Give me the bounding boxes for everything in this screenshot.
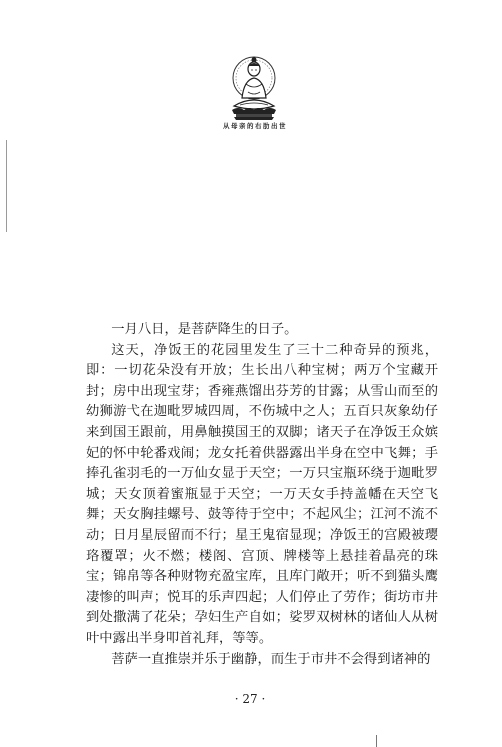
body-text [86,320,438,670]
page-number: · 27 · [234,692,266,706]
paragraph: 一月八日，是菩萨降生的日子。 [111,322,298,337]
illustration-caption: 从母亲的右肋出世 [223,122,287,130]
seated-buddha-icon [224,54,284,120]
page-edge-tick [376,735,377,747]
page-edge-line [6,140,7,232]
paragraph: 这天，净饭王的花园里发生了三十二种奇异的预兆，即：一切花朵没有开放；生长出八种宝树；两万个宝藏开封；房中出现宝芽；香雍燕馏出芬芳的甘露；从雪山而至的幼狮游弋在迦毗罗城四周，不伤城中之人；五百只灰象幼仔来到国王跟前，用鼻触摸国王的双脚；诸天子在净饭王众嫔妃的怀中轮番戏闹；龙女托着供器露出半身在空中飞舞；手捧孔雀羽毛的一万仙女显于天空；一万只宝瓶环绕于迦毗罗城；天女顶着蜜瓶显于天空；一万天女手持盖幡在天空飞舞；天女胸挂螺号、鼓等待于空中；不起风尘；江河不流不动；日月星辰留而不行；星王鬼宿显现；净饭王的宫殿被璎珞覆罩；火不燃；楼阁、宫顶、牌楼等上悬挂着晶亮的珠宝；锦帛等各种财物充盈宝库，且库门敞开；听不到猫头鹰凄惨的叫声；悦耳的乐声四起；人们停止了劳作；街坊市井到处撒满了花朵；孕妇生产自如；娑罗双树林的诸仙人从树叶中露出半身叩首礼拜，等等。 [86,342,438,646]
paragraph: 菩萨一直推崇并乐于幽静，而生于市井不会得到诸神的 [111,651,431,667]
